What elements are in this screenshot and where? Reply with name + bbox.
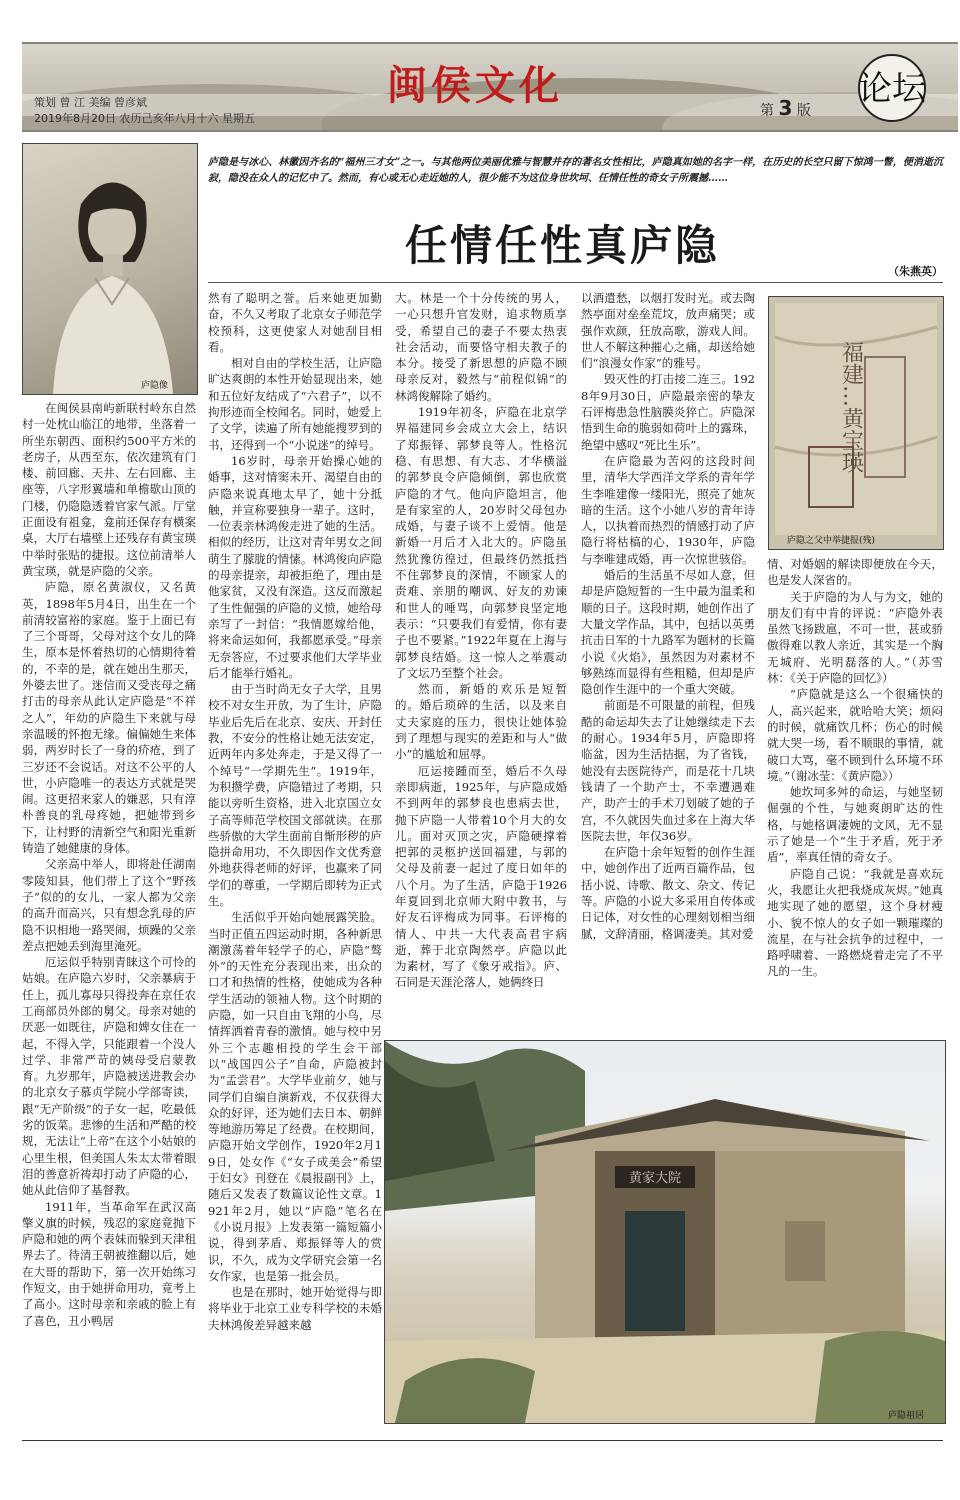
forum-column-logo [842,48,948,124]
article-column-5 [767,556,943,1036]
paragraph: 16岁时，母亲开始操心她的婚事，这对情窦未开、渴望自由的庐隐来说真地太早了，她十分抵触，并宣称要独身一辈子。这时，一位表亲林鸿俊走进了她的生活。相似的经历，让这对青年男女之间萌生了朦胧的情愫。林鸿俊向庐隐的母亲提亲，却被拒绝了，理由是他家贫，又没有深造。这反而激起了生性倔强的庐隐的义愤，她给母亲写了一封信：“我情愿嫁给他，将来命运如何，我都愿承受。”母亲无奈答应，不过要求他们大学毕业后才能举行婚礼。 [208,453,382,680]
paragraph: 然而，新婚的欢乐是短暂的。婚后琐碎的生活，以及来自丈夫家庭的压力，很快让她体验到了理想与现实的差距和与人“做小”的尴尬和屈辱。 [395,682,567,762]
paragraph: 以酒遣愁，以烟打发时光。或去陶然亭面对垒垒荒坟，放声痛哭；或强作欢颜，狂放高歌，游戏人间。世人不解这种摧心之痛，却送给她们“浪漫女作家”的雅号。 [581,291,755,371]
article-headline: 任情任性真庐隐 [405,221,721,270]
paragraph: 生活似乎开始向她展露笑脸。当时正值五四运动时期，各种新思潮激荡着年轻学子的心，庐隐“骜外”的天性充分表现出来，出众的口才和热情的性格，使她成为各种学生活动的领袖人物。这个时期的庐隐，如一只自由飞翔的小鸟，尽情挥洒着青春的激情。她与校中另外三个志趣相投的学生会干部以“战国四公子”自命，庐隐被封为“孟尝君”。大学毕业前夕，她与同学们自编自演新戏，不仅获得大众的好评，还为她们去日本、朝鲜等地游历筹足了经费。在校期间，庐隐开始文学创作，1920年2月19日，处女作《“女子成美会”希望于妇女》刊登在《晨报副刊》上，随后又发表了数篇议论性文章。1921年2月，她以“庐隐”笔名在《小说月报》上发表第一篇短篇小说，得到茅盾、郑振铎等人的赏识，不久，成为文学研究会第一名女作家，也是第一批会员。 [208,910,382,1283]
article-intro: 庐隐是与冰心、林徽因齐名的“福州三才女”之一。与其他两位美丽优雅与智慧并存的著名女性相比，庐隐真如她的名字一样，在历史的长空只留下惊鸿一瞥，便消逝沉寂，隐没在众人的记忆中了。然而，有心或无心走近她的人，很少能不为这位身世坎坷、任情任性的奇女子所震撼…… [208,157,943,184]
page-number [760,96,811,120]
section-title: 闽侯文化 [387,62,563,109]
portrait-caption: 庐隐像 [141,381,169,391]
page-prefix: 第 [760,103,774,119]
paragraph: 1919年初冬，庐隐在北京学界福建同乡会成立大会上，结识了郑振铎、郭梦良等人。性格沉稳、有思想、有大志、才华横溢的郭梦良令庐隐倾倒，郭也欣赏庐隐的才气。他向庐隐坦言，他是有家室的人，20岁时父母包办成婚，与妻子谈不上爱情。他是新婚一月后才入北大的。庐隐虽然犹豫彷徨过，但最终仍然抵挡不住郭梦良的深情，不顾家人的责难、亲朋的嘲讽、好友的劝谏和世人的唾骂，向郭梦良坚定地表示：“只要我们有爱情，你有妻子也不要紧。”1922年夏在上海与郭梦良结婚。这一惊人之举震动了文坛乃至整个社会。 [395,405,567,680]
paragraph: 然有了聪明之誉。后来她更加勤奋，不久又考取了北京女子师范学校预科，这更使家人对她刮目相看。 [208,291,382,354]
paragraph: 情、对婚姻的解读即便放在今天，也是发人深省的。 [767,557,943,588]
paragraph: 庐隐自己说：“我就是喜欢玩火，我愿让火把我烧成灰烬。”她真地实现了她的愿望，这个身材瘦小、貌不惊人的女子如一颗璀璨的流星，在与社会抗争的过程中，一路呼啸着、一路燃烧着走完了不平凡的一生。 [767,866,943,979]
paragraph: 她坎坷多舛的命运，与她坚韧倔强的个性，与她爽朗旷达的性格，与她格调凄婉的文风，无不显示了她是一个“生于矛盾，死于矛盾”，率真任情的奇女子。 [767,785,943,865]
page-number-value: 3 [778,96,793,120]
residence-scene [385,1041,945,1423]
notice-lettering: 福建…黄宝瑛 [838,341,864,473]
article-column-3 [395,290,567,1036]
paragraph: 也是在那时，她开始觉得与即将毕业于北京工业专科学校的未婚夫林鸿俊差异越来越 [208,1285,382,1332]
page-suffix: 版 [796,103,811,119]
paragraph: “庐隐就是这么一个很痛快的人，高兴起来，就哈哈大笑；烦闷的时候，就痛饮几杯；伤心的时候就大哭一场，看不顺眼的事情，就破口大骂，毫不顾到什么环境不环境。”（谢冰莹：《黄庐隐》） [767,687,943,783]
paragraph: 厄运接踵而至，婚后不久母亲即病逝，1925年，与庐隐成婚不到两年的郭梦良也患病去世，抛下庐隐一人带着10个月大的女儿。面对灭顶之灾，庐隐硬撑着把郭的灵柩护送回福建，与郭的父母及前妻一起过了度日如年的八个月。为了生活，庐隐于1926年夏回到北京师大附中教书，与好友石评梅成为同事。石评梅的情人、中共一大代表高君宇病逝，葬于北京陶然亭。庐隐以此为素材，写了《象牙戒指》。庐、石同是天涯沦落人，她俩终日 [395,763,567,990]
paragraph: 关于庐隐的为人与为文，她的朋友们有中肯的评说：“庐隐外表虽然飞扬跋扈，不可一世，甚或骄傲得难以教人亲近，其实是一个胸无城府、光明磊落的人。”（苏雪林：《关于庐隐的回忆》） [767,589,943,686]
notice-caption: 庐隐之父中举捷报(残) [787,536,876,546]
paragraph: 父亲高中举人，即将赴任湖南零陵知县，他们带上了这个“野孩子”似的的女儿，一家人都为父亲的高升而高兴，只有想念乳母的庐隐不识相地一路哭闹，烦躁的父亲差点把她丢到海里淹死。 [22,857,196,953]
notice-document [769,297,943,549]
portrait-figure [23,144,197,394]
paragraph: 前面是不可限量的前程，但残酷的命运却失去了让她继续走下去的耐心。1934年5月，庐隐即将临盆，因为生活拮据，为了省钱，她没有去医院待产，而是花十几块钱请了一个助产士，不幸遭遇难产，助产士的手术刀划破了她的子宫，不久就因失血过多在上海大华医院去世，年仅36岁。 [581,698,755,843]
paragraph: 在庐隐最为苦闷的这段时间里，清华大学西洋文学系的青年学生李唯建像一缕阳光，照亮了她灰暗的生活。这个小她八岁的青年诗人，以执着而热烈的情感打动了庐隐行将枯槁的心，1930年，庐隐与李唯建成婚，再一次惊世骇俗。 [581,453,755,566]
paragraph: 毁灭性的打击接二连三。1928年9月30日，庐隐最亲密的挚友石评梅患急性脑膜炎猝亡。庐隐深悟到生命的脆弱如荷叶上的露珠，绝望中感叹“死比生乐”。 [581,372,755,452]
paragraph: 厄运似乎特别青睐这个可怜的姑娘。在庐隐六岁时，父亲暴病于任上，孤儿寡母只得投奔在京任农工商部员外郎的舅父。母亲对她的厌恶一如既往，庐隐和婢女住在一起，不得入学，只能跟着一个没人过学、非常严苛的姨母受启蒙教育。九岁那年，庐隐被送进教会办的北京女子慕贞学院小学部寄读，跟“无产阶级”的子女一起，吃最低劣的饭菜。悲惨的生活和严酷的校规，无法让“上帝”在这个小姑娘的心里生根，但美国人朱太太带着眼泪的善意祈祷却打动了庐隐的心，她从此信仰了基督教。 [22,955,196,1198]
bottom-rule [22,1440,943,1441]
paragraph: 1911年，当革命军在武汉高擎义旗的时候，残忍的家庭竟抛下庐隐和她的两个表妹而躲到天津租界去了。待清王朝被推翻以后，她在大哥的帮助下，第一次开始练习作短文，由于她拼命用功，竟考上了高小。这时母亲和亲戚的脸上有了喜色，丑小鸭居 [22,1199,196,1328]
paragraph: 在庐隐十余年短暂的创作生涯中，她创作出了近两百篇作品，包括小说、诗歌、散文、杂文、传记等。庐隐的小说大多采用自传体或日记体，对女性的心理刻划相当细腻，文辞清丽，格调凄美。其对爱 [581,845,755,941]
paragraph: 庐隐，原名黄淑仪，又名黄英，1898年5月4日，出生在一个前清较富裕的家庭。鉴于上面已有了三个哥哥，父母对这个女儿的降生，原本是怀着热切的心情期待着的，不幸的是，就在她出生那天，外婆去世了。迷信而又受丧母之痛打击的母亲从此认定庐隐是“不祥之人”，年幼的庐隐生下来就与母亲温暖的怀抱无缘。偏偏她生来体弱，两岁时长了一身的疥疮，到了三岁还不会说话。对这不公平的人世，小庐隐唯一的表达方式就是哭闹。这更招来家人的嫌恶，只有淳朴善良的乳母疼她，把她带到乡下，让村野的清新空气和阳光重新铸造了她健康的身体。 [22,580,196,856]
paragraph: 相对自由的学校生活，让庐隐旷达爽朗的本性开始显现出来，她和五位好友结成了“六君子”，以不拘形迹而全校闻名。同时，她爱上了文学，读遍了所有她能搜罗到的书，还得到一个“小说迷”的绰号。 [208,356,382,452]
residence-plaque-text: 黄家大院 [628,1171,682,1186]
article-column-2 [208,290,382,1425]
residence-caption: 庐隐祖居 [888,1411,925,1421]
headline-divider [208,282,943,283]
paragraph: 婚后的生活虽不尽如人意，但却是庐隐短暂的一生中最为温柔和顺的日子。这段时期，她创作出了大量文学作品，其中，包括以英勇抗击日军的十九路军为题材的长篇小说《火焰》，虽然因为对素材不够熟练而显得有些粗糙，但却是庐隐创作生涯中的一个重大突破。 [581,568,755,697]
masthead-banner [22,42,958,132]
article-column-4 [581,290,755,1036]
paragraph: 大。林是一个十分传统的男人，一心只想升官发财，追求物质享受，希望自己的妻子不要太热衷社会活动，而要恪守相夫教子的本分。接受了新思想的庐隐不顾母亲反对，毅然与“前程似锦”的林鸿俊解除了婚约。 [395,291,567,403]
paragraph: 由于当时尚无女子大学，且男校不对女生开放，为了生计，庐隐毕业后先后在北京、安庆、开封任教，不安分的性格让她无法安定，近两年内多处奔走，于是又得了一个绰号“一学期先生”。1919年，为积攒学费，庐隐错过了考期，只能以旁听生资格，进入北京国立女子高等师范学校国文部就读。在那些骄傲的大学生面前自惭形秽的庐隐拼命用功，不久即因作文优秀意外地获得老师的好评，也赢来了同学们的尊重，一学期后即转为正式生。 [208,682,382,908]
paragraph: 在闽侯县南屿新联村岭东自然村一处枕山临江的地带，坐落着一所坐东朝西、面积约500平方米的老房子，从西至东，依次建筑有门楼、前回廊、天井、左右回廊、主座等，八字形翼墙和单檐歇山顶的门楼，仍隐隐透着官家气派。厅堂正面设有祖龛，龛前还保存有横案桌，大厅右墙壁上还残存有黄宝瑛中举时张贴的捷报。这位前清举人黄宝瑛，就是庐隐的父亲。 [22,401,196,578]
forum-logo-text: 论坛 [858,69,926,109]
article-author: （朱燕英） [888,265,943,278]
portrait-photo [22,143,198,395]
issue-date: 2019年8月20日 农历己亥年八月十六 星期五 [34,112,255,125]
editor-credits: 策划 曾 江 美编 曾彦斌 [34,96,147,109]
residence-photo [384,1040,946,1424]
article-column-1 [22,400,196,1422]
notice-photo [768,296,944,550]
